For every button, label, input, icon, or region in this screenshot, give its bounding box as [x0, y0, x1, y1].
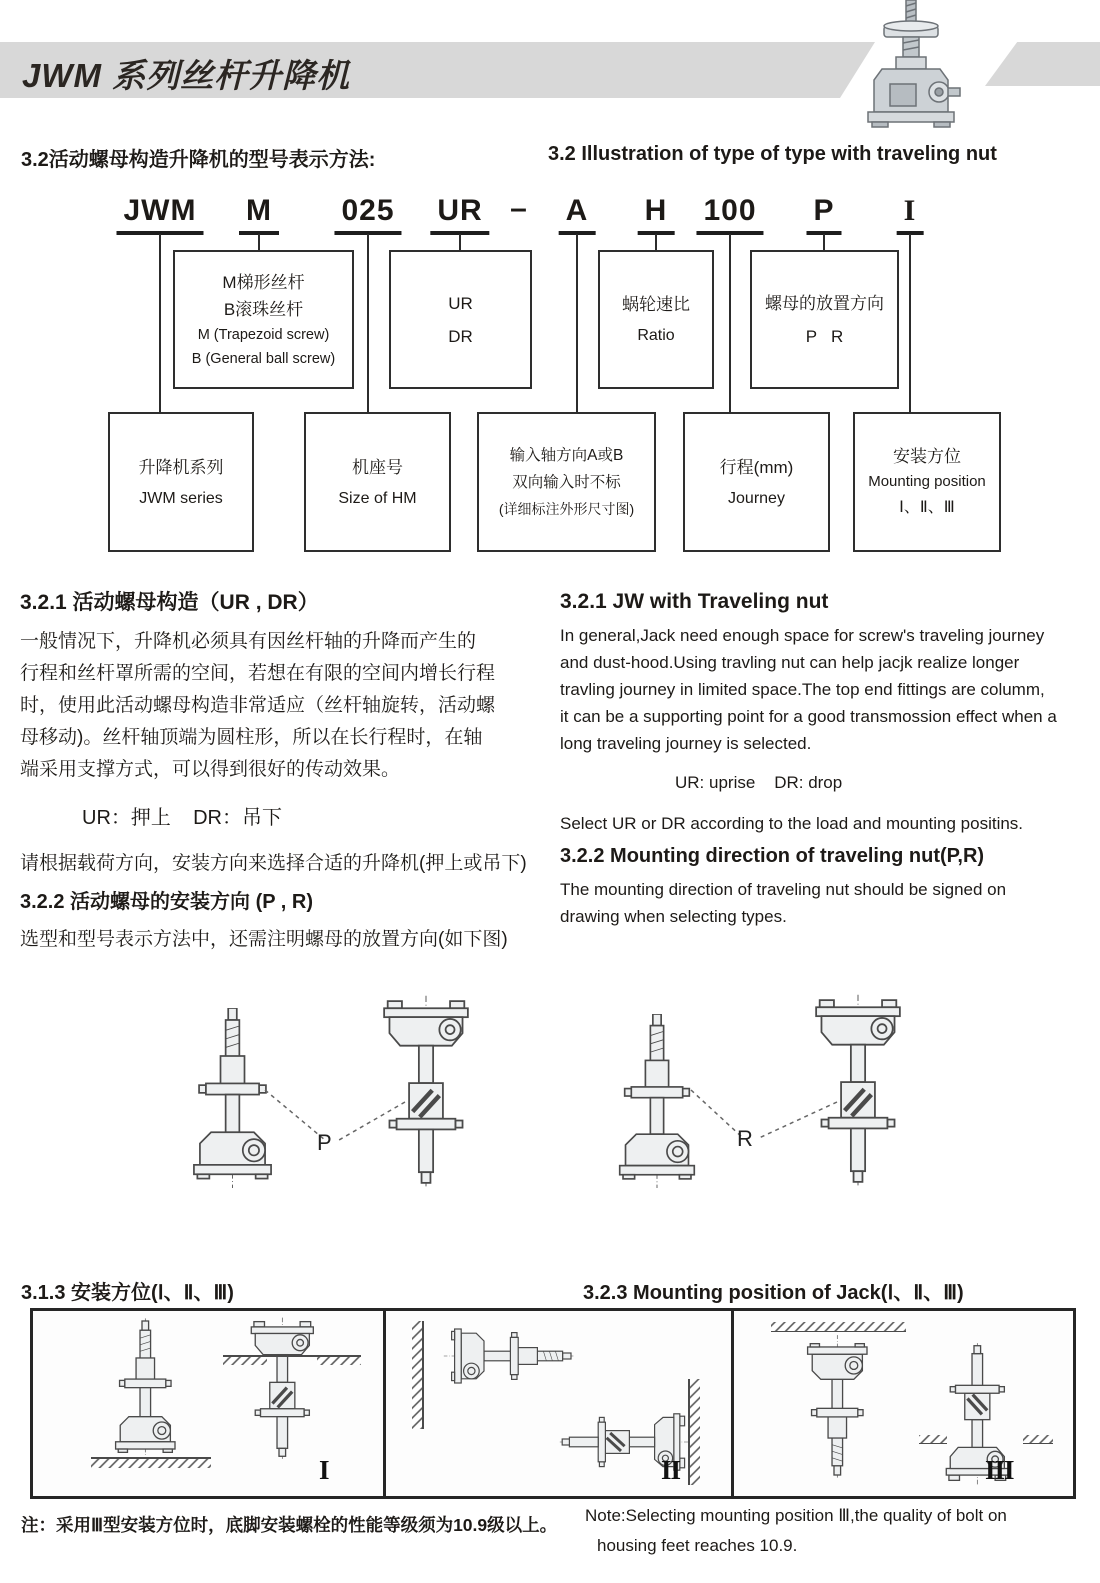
label-position-ii: II: [661, 1455, 681, 1485]
box-line: JWM series: [139, 489, 223, 507]
ur-dr-legend-en: UR: uprise DR: drop: [675, 773, 843, 792]
box-line: 螺母的放置方向: [765, 293, 884, 313]
section-3-2-2-en-heading: 3.2.2 Mounting direction of traveling nut(P,R): [560, 845, 985, 867]
paragraph-line: 选型和型号表示方法中，还需注明螺母的放置方向(如下图): [20, 929, 508, 950]
label-r: R: [737, 1126, 753, 1151]
note-zh: 注：采用Ⅲ型安装方位时，底脚安装螺栓的性能等级须为10.9级以上。: [21, 1515, 558, 1535]
box-line: (详细标注外形尺寸图): [498, 500, 635, 517]
paragraph-line: 母移动)。丝杆轴顶端为圆柱形，所以在长行程时，在轴: [20, 727, 483, 748]
paragraph-line: In general,Jack need enough space for screw's traveling journey: [560, 626, 1045, 645]
section-3-2-1-en-heading: 3.2.1 JW with Traveling nut: [560, 590, 829, 613]
box-line: B滚珠丝杆: [223, 299, 304, 319]
code-token-jwm: JWM: [117, 194, 204, 235]
label-position-iii: III: [985, 1455, 1014, 1485]
box-line: 升降机系列: [138, 457, 224, 477]
paragraph-line: travling journey in limited space.The top end fittings are columm,: [560, 680, 1045, 699]
section-3-2-1-zh: [20, 586, 540, 880]
connector-line: [823, 234, 825, 250]
box-size: [304, 412, 451, 552]
code-token-size: 025: [334, 194, 401, 235]
box-input-shaft: [477, 412, 656, 552]
code-token-ur: UR: [430, 194, 489, 235]
connector-line: [576, 234, 578, 412]
connector-line: [459, 234, 461, 250]
load-direction-note-zh: 请根据载荷方向，安装方向来选择合适的升降机(押上或吊下): [20, 853, 527, 874]
p-pointer-lines: [165, 990, 495, 1210]
p-mounting-drawing-group: [165, 990, 495, 1210]
box-line: P R: [805, 326, 844, 346]
box-series: [108, 412, 254, 552]
box-line: 蜗轮速比: [622, 295, 690, 314]
section-3-2-2-zh-heading: 3.2.2 活动螺母的安装方向 (P , R): [20, 891, 314, 913]
section-3-2-2-en: [560, 845, 1085, 930]
paragraph-line: it can be a supporting point for a good transmossion effect when a: [560, 707, 1057, 726]
paragraph-line: 一般情况下，升降机必须具有因丝杆轴的升降而产生的: [20, 631, 477, 652]
box-line: 安装方位: [893, 447, 961, 466]
box-line: Size of HM: [338, 489, 417, 507]
box-mounting-position: [853, 412, 1001, 552]
r-pointer-lines: [595, 990, 925, 1210]
box-screw-type: [173, 250, 354, 389]
box-line: Ⅰ、Ⅱ、Ⅲ: [899, 499, 955, 516]
label-p: P: [317, 1130, 332, 1155]
note-en-line1: Note:Selecting mounting position Ⅲ,the quality of bolt on: [585, 1506, 1007, 1525]
load-direction-note-en: Select UR or DR according to the load and mounting positins.: [560, 814, 1024, 833]
section-3-2-title-zh: 3.2活动螺母构造升降机的型号表示方法:: [21, 149, 376, 171]
box-nut-direction: [750, 250, 899, 389]
paragraph-line: 时，使用此活动螺母构造非常适应（丝杆轴旋转，活动螺: [20, 695, 496, 716]
connector-line: [909, 234, 911, 412]
connector-line: [367, 234, 369, 412]
paragraph-line: The mounting direction of traveling nut should be signed on: [560, 880, 1007, 899]
connector-line: [655, 234, 657, 250]
box-line: B (General ball screw): [191, 350, 336, 367]
connector-line: [258, 234, 260, 250]
label-position-i: I: [319, 1455, 329, 1485]
box-ur-dr: [389, 250, 532, 389]
section-3-2-2-zh: [20, 885, 540, 956]
header-band-right: [985, 42, 1100, 86]
code-token-journey: 100: [696, 194, 763, 235]
box-line: Mounting position: [868, 473, 986, 490]
code-token-nut-dir: P: [806, 194, 841, 235]
ur-dr-legend-zh: UR：押上 DR：吊下: [82, 807, 282, 829]
connector-line: [729, 234, 731, 412]
mounting-position-iii-drawing: [741, 1315, 1066, 1489]
box-line: Journey: [728, 489, 785, 507]
box-line: M (Trapezoid screw): [197, 326, 330, 343]
box-line: 输入轴方向A或B: [509, 446, 624, 464]
code-token-screw-type: M: [239, 194, 279, 235]
section-3-2-3-title-en: 3.2.3 Mounting position of Jack(Ⅰ、Ⅱ、Ⅲ): [583, 1282, 964, 1304]
box-line: UR: [448, 293, 473, 313]
box-line: DR: [448, 326, 473, 346]
connector-line: [159, 234, 161, 412]
paragraph-line: 行程和丝杆罩所需的空间，若想在有限的空间内增长行程: [20, 663, 496, 684]
cell-divider: [731, 1311, 734, 1496]
mounting-position-table: [30, 1308, 1076, 1499]
box-journey: [683, 412, 830, 552]
screw-jack-product-image: [856, 0, 968, 130]
note-en-line2: housing feet reaches 10.9.: [597, 1536, 798, 1555]
box-line: M梯形丝杆: [222, 272, 305, 292]
paragraph-line: 端采用支撑方式，可以得到很好的传动效果。: [20, 759, 401, 780]
paragraph-line: long traveling journey is selected.: [560, 734, 812, 753]
cell-divider: [383, 1311, 386, 1496]
code-token-dash: –: [510, 192, 528, 225]
code-token-ratio: H: [638, 194, 675, 235]
section-3-2-title-en: 3.2 Illustration of type of type with traveling nut: [548, 143, 997, 165]
box-ratio: [598, 250, 714, 389]
box-line: 机座号: [352, 457, 403, 477]
section-3-2-1-zh-heading: 3.2.1 活动螺母构造（UR , DR）: [20, 591, 319, 614]
paragraph-line: and dust-hood.Using travling nut can help jacjk realize longer: [560, 653, 1020, 672]
section-3-2-1-en: [560, 590, 1085, 837]
paragraph-line: drawing when selecting types.: [560, 907, 787, 926]
code-token-position: I: [897, 194, 924, 235]
model-code-diagram: [0, 190, 1100, 562]
code-token-shaft: A: [559, 194, 596, 235]
r-mounting-drawing-group: [595, 990, 925, 1210]
box-line: Ratio: [637, 327, 675, 344]
page-title: JWM 系列丝杆升降机: [22, 57, 351, 94]
section-3-1-3-title-zh: 3.1.3 安装方位(Ⅰ、Ⅱ、Ⅲ): [21, 1282, 234, 1304]
box-line: 双向输入时不标: [512, 473, 621, 491]
box-line: 行程(mm): [719, 457, 794, 477]
